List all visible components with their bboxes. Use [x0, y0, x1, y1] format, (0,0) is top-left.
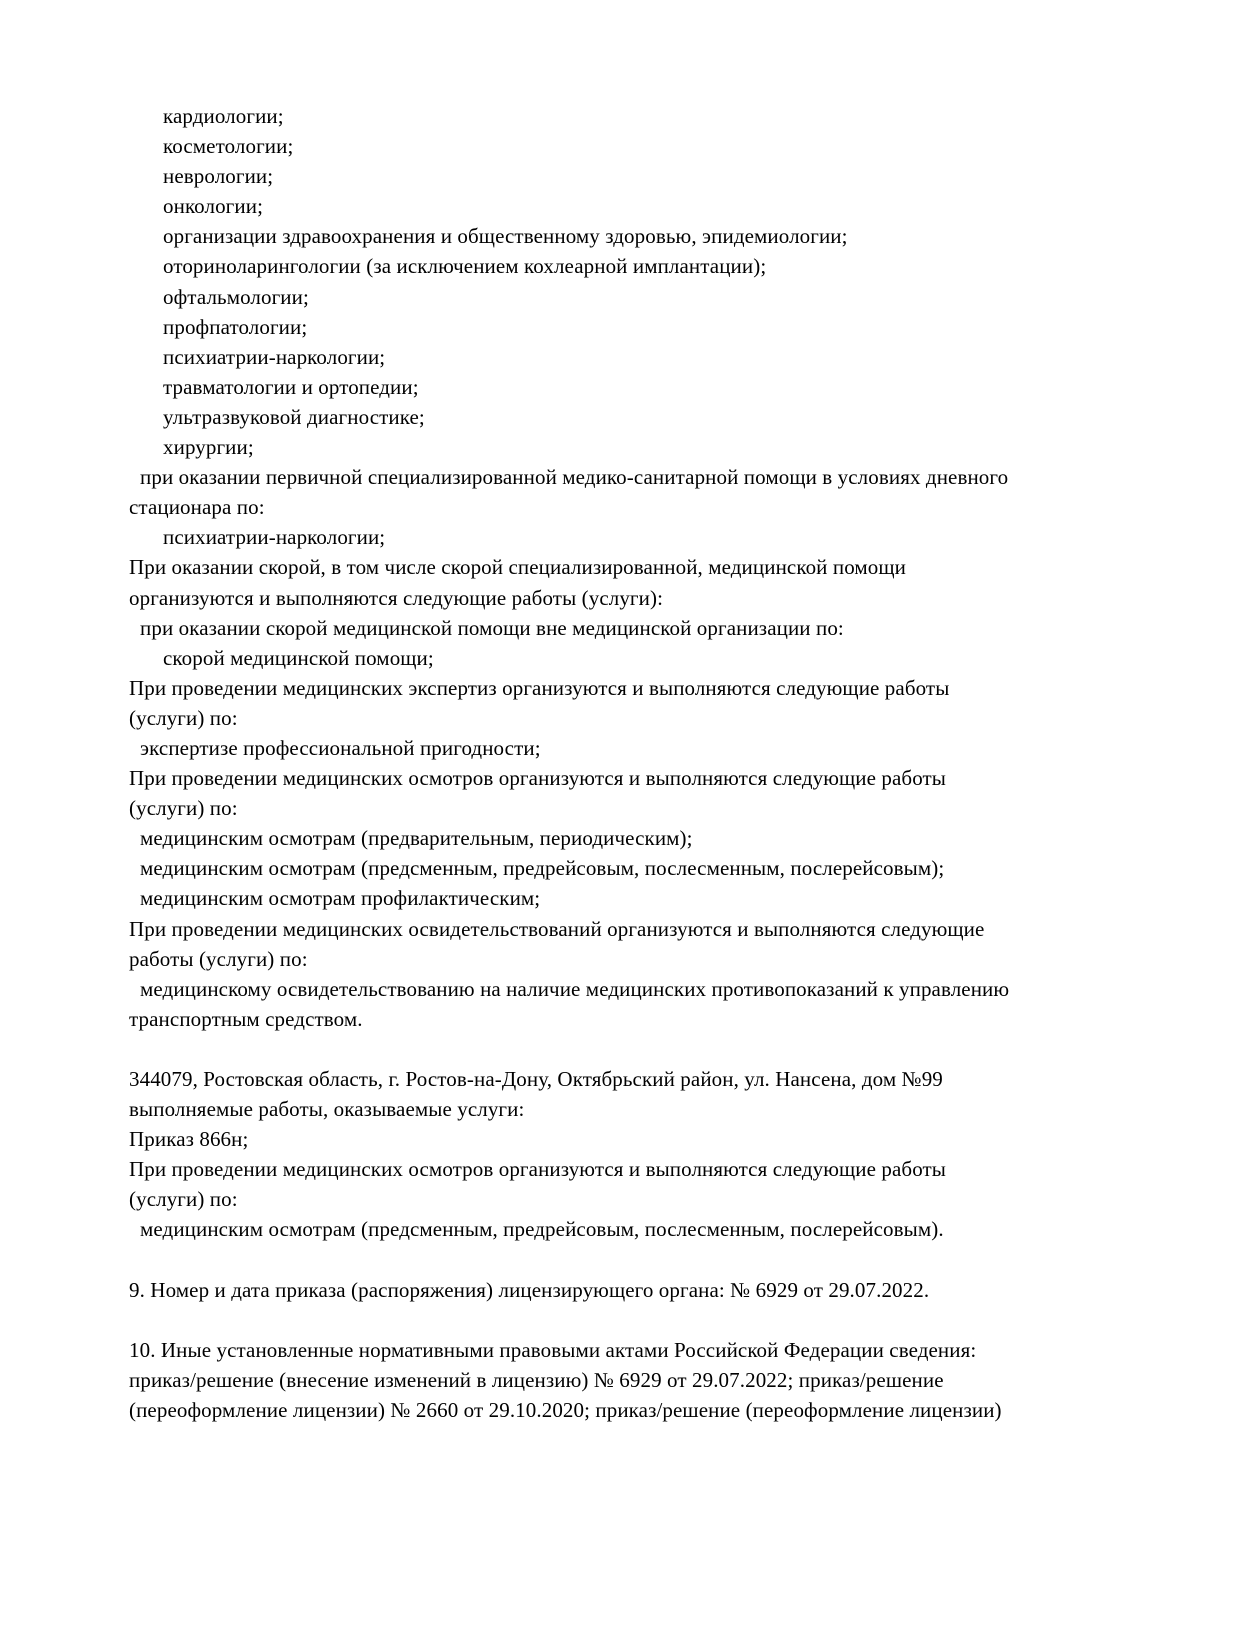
doc-line: приказ/решение (внесение изменений в лицензию) № 6929 от 29.07.2022; приказ/решение: [129, 1367, 944, 1392]
doc-line: (услуги) по:: [129, 796, 238, 821]
doc-line: (переоформление лицензии) № 2660 от 29.10.2020; приказ/решение (переоформление лицензии): [129, 1398, 1002, 1423]
doc-line: травматологии и ортопедии;: [163, 374, 419, 399]
doc-line: [129, 1034, 1124, 1064]
doc-line: организуются и выполняются следующие работы (услуги):: [129, 585, 664, 610]
doc-line: при оказании первичной специализированной медико-санитарной помощи в условиях дневного: [140, 465, 1009, 490]
doc-line: При оказании скорой, в том числе скорой специализированной, медицинской помощи: [129, 555, 906, 580]
doc-line: психиатрии-наркологии;: [163, 525, 386, 550]
doc-line: скорой медицинской помощи;: [163, 645, 434, 670]
doc-line: медицинским осмотрам (предсменным, предрейсовым, послесменным, послерейсовым);: [140, 856, 945, 881]
doc-line: При проведении медицинских экспертиз организуются и выполняются следующие работы: [129, 675, 950, 700]
doc-line: работы (услуги) по:: [129, 946, 308, 971]
doc-line: экспертизе профессиональной пригодности;: [140, 735, 541, 760]
doc-line: выполняемые работы, оказываемые услуги:: [129, 1097, 525, 1122]
doc-line: офтальмологии;: [163, 284, 309, 309]
doc-line: медицинским осмотрам (предварительным, периодическим);: [140, 826, 693, 851]
doc-line: хирургии;: [163, 435, 254, 460]
doc-line: [129, 1245, 1124, 1275]
doc-line: медицинским осмотрам профилактическим;: [140, 886, 541, 911]
doc-line: 10. Иные установленные нормативными правовыми актами Российской Федерации сведения:: [129, 1337, 977, 1362]
doc-line: кардиологии;: [163, 104, 284, 128]
doc-line: медицинскому освидетельствованию на наличие медицинских противопоказаний к управлению: [140, 976, 1010, 1001]
doc-line: организации здравоохранения и общественному здоровью, эпидемиологии;: [163, 224, 848, 249]
doc-line: (услуги) по:: [129, 1187, 238, 1212]
doc-line: оториноларингологии (за исключением кохлеарной имплантации);: [163, 254, 767, 279]
doc-line: косметологии;: [163, 134, 294, 159]
doc-line: онкологии;: [163, 194, 264, 219]
doc-line: При проведении медицинских осмотров организуются и выполняются следующие работы: [129, 766, 947, 791]
doc-line: медицинским осмотрам (предсменным, предрейсовым, послесменным, послерейсовым).: [140, 1217, 944, 1242]
doc-line: 344079, Ростовская область, г. Ростов-на-Дону, Октябрьский район, ул. Нансена, дом №99: [129, 1067, 943, 1091]
doc-line: при оказании скорой медицинской помощи вне медицинской организации по:: [140, 615, 844, 640]
doc-line: неврологии;: [163, 164, 274, 189]
doc-line: психиатрии-наркологии;: [163, 344, 386, 369]
doc-line: [129, 1305, 1124, 1335]
license-text-block: [129, 101, 1124, 1425]
doc-line: 9. Номер и дата приказа (распоряжения) лицензирующего органа: № 6929 от 29.07.2022.: [129, 1277, 930, 1302]
doc-line: Приказ 866н;: [129, 1127, 249, 1152]
doc-line: (услуги) по:: [129, 705, 238, 730]
doc-line: профпатологии;: [163, 314, 308, 339]
doc-line: При проведении медицинских освидетельствований организуются и выполняются следующие: [129, 916, 985, 941]
doc-line: стационара по:: [129, 495, 265, 520]
doc-line: транспортным средством.: [129, 1006, 363, 1031]
doc-line: ультразвуковой диагностике;: [163, 404, 425, 429]
doc-line: При проведении медицинских осмотров организуются и выполняются следующие работы: [129, 1157, 947, 1182]
